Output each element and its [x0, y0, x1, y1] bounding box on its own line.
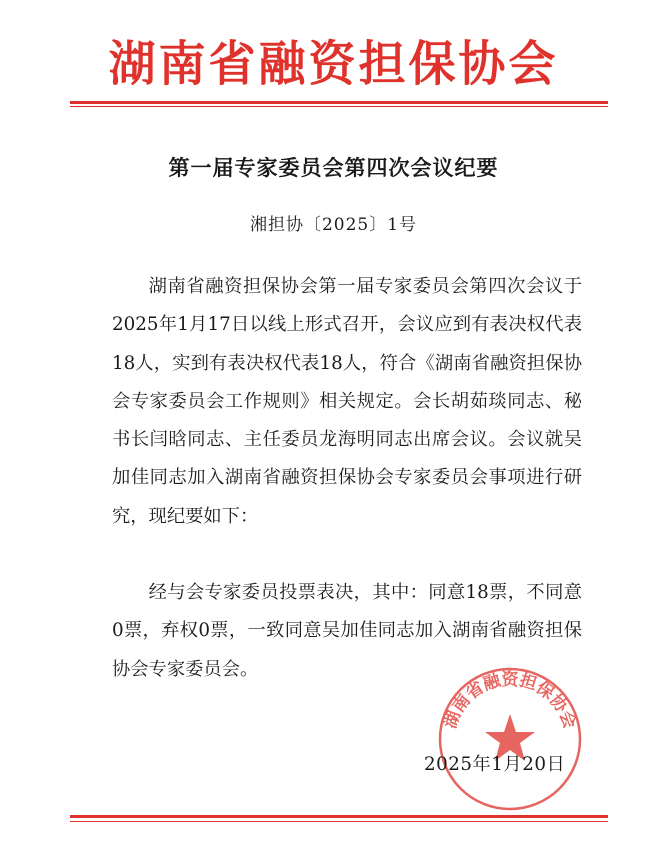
document-title: 第一届专家委员会第四次会议纪要: [168, 155, 499, 180]
svg-text:湖南省融资担保协会: 湖南省融资担保协会: [440, 669, 580, 732]
body-paragraph: 湖南省融资担保协会第一届专家委员会第四次会议于2025年1月17日以线上形式召开，会议应到有表决权代表18人，实到有表决权代表18人，符合《湖南省融资担保协会专家委员会工作规则》相关规定。会长胡茹琰同志、秘书长闫晗同志、主任委员龙海明同志出席会议。会议就吴加佳同志加入湖南省融资担保协会专家委员会事项进行研究，现纪要如下：: [112, 276, 582, 527]
body-paragraph: 经与会专家委员投票表决，其中：同意18票，不同意0票，弃权0票，一致同意吴加佳同志加入湖南省融资担保协会专家委员会。: [112, 582, 582, 680]
footer-rule-thin: [70, 821, 608, 822]
letterhead-rule-thin: [70, 106, 608, 107]
footer-rule-thick: [70, 815, 608, 818]
letterhead-rule-thick: [70, 101, 608, 104]
letterhead-title: 湖南省融资担保协会: [108, 36, 559, 92]
document-number: 湘担协〔2025〕1号: [249, 215, 418, 235]
official-seal-icon: [435, 664, 585, 814]
document-date: 2025年1月20日: [424, 754, 566, 775]
